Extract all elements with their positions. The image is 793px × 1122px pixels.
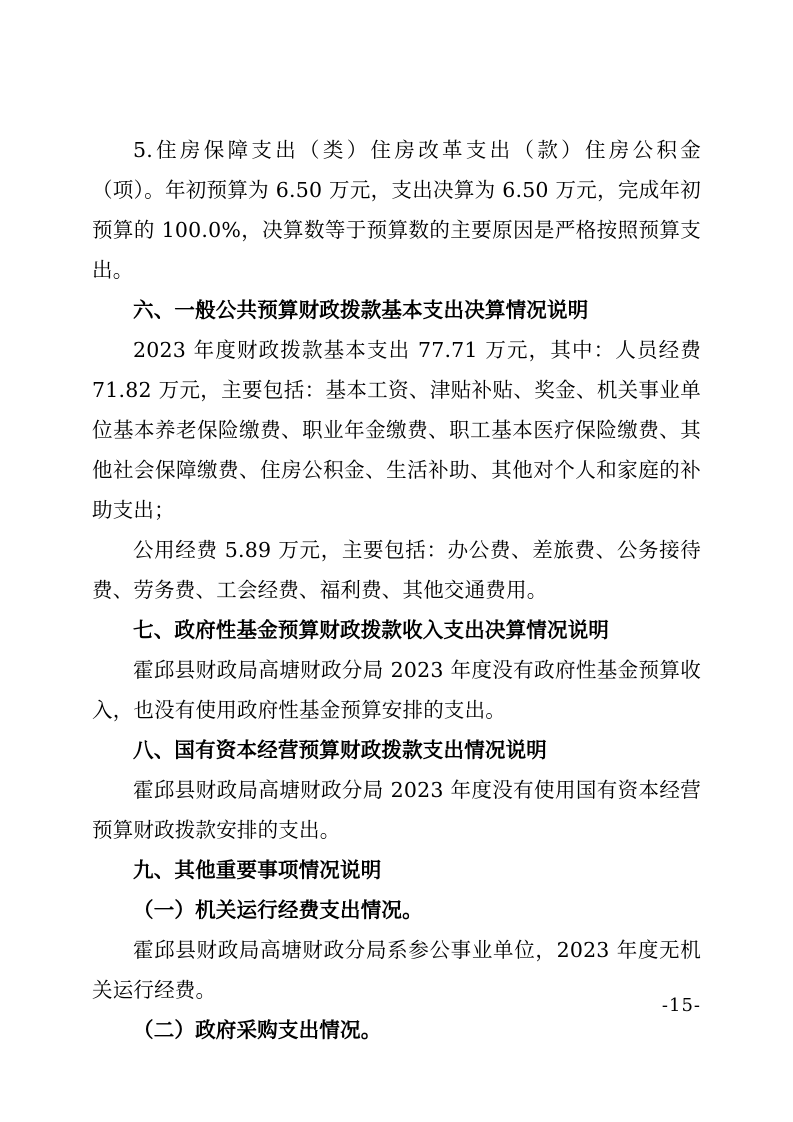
paragraph-agency-operating-expenses: 霍邱县财政局高塘财政分局系参公事业单位，2023 年度无机关运行经费。 <box>92 938 701 1002</box>
heading-section-eight: 八、国有资本经营预算财政拨款支出情况说明 <box>133 738 547 762</box>
heading-section-six: 六、一般公共预算财政拨款基本支出决算情况说明 <box>133 298 589 322</box>
paragraph-basic-expenditure: 2023 年度财政拨款基本支出 77.71 万元，其中：人员经费 71.82 万元，主要包括：基本工资、津贴补贴、奖金、机关事业单位基本养老保险缴费、职业年金缴费、职工基本医疗保险缴费、其他社会保障缴费、住房公积金、生活补助、其他对个人和家庭的补助支出； <box>92 338 701 522</box>
paragraph-state-capital-operation: 霍邱县财政局高塘财政分局 2023 年度没有使用国有资本经营预算财政拨款安排的支出。 <box>92 778 701 842</box>
heading-section-seven: 七、政府性基金预算财政拨款收入支出决算情况说明 <box>133 618 610 642</box>
document-body <box>92 130 701 1050</box>
paragraph-housing-fund: 5.住房保障支出（类）住房改革支出（款）住房公积金（项）。年初预算为 6.50 万元，支出决算为 6.50 万元，完成年初预算的 100.0%，决算数等于预算数的主要原因是严格按照预算支出。 <box>92 138 701 282</box>
paragraph-government-fund-budget: 霍邱县财政局高塘财政分局 2023 年度没有政府性基金预算收入，也没有使用政府性基金预算安排的支出。 <box>92 658 701 722</box>
heading-section-nine: 九、其他重要事项情况说明 <box>133 858 382 882</box>
page-number: -15- <box>661 995 701 1016</box>
paragraph-public-funds: 公用经费 5.89 万元，主要包括：办公费、差旅费、公务接待费、劳务费、工会经费、福利费、其他交通费用。 <box>92 538 701 602</box>
heading-subsection-two: （二）政府采购支出情况。 <box>133 1018 382 1042</box>
heading-subsection-one: （一）机关运行经费支出情况。 <box>133 898 423 922</box>
